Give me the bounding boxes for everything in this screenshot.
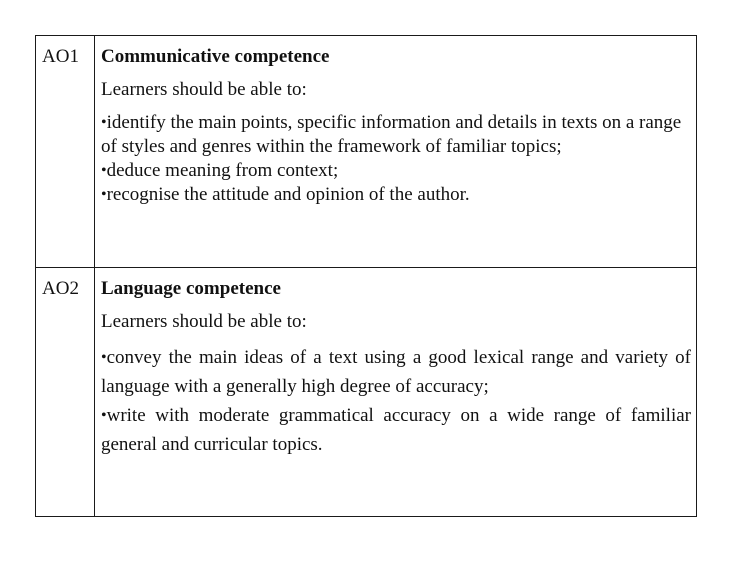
list-item bbox=[101, 159, 691, 183]
bullet-text: convey the main ideas of a text using a good lexical range and variety of language with a generally high degree of accuracy; bbox=[101, 347, 691, 397]
objective-code-cell bbox=[36, 268, 95, 517]
bullet-icon: • bbox=[101, 186, 107, 203]
objective-title: Language competence bbox=[101, 278, 281, 299]
bullet-icon: • bbox=[101, 114, 107, 131]
objective-intro: Learners should be able to: bbox=[101, 311, 307, 332]
bullet-text: identify the main points, specific information and details in texts on a range of styles and genres within the framework of familiar topics; bbox=[101, 112, 682, 157]
table-row bbox=[36, 36, 697, 268]
objective-bullet-list bbox=[101, 111, 691, 207]
objective-content-cell bbox=[95, 36, 697, 268]
table-row bbox=[36, 268, 697, 517]
list-item bbox=[101, 183, 691, 207]
objective-code-cell bbox=[36, 36, 95, 268]
bullet-icon: • bbox=[101, 349, 107, 366]
bullet-text: deduce meaning from context; bbox=[106, 160, 339, 181]
objective-title: Communicative competence bbox=[101, 46, 330, 67]
bullet-icon: • bbox=[101, 407, 107, 424]
list-item bbox=[101, 401, 691, 459]
bullet-text: write with moderate grammatical accuracy on a wide range of familiar general and curricular topics. bbox=[101, 405, 691, 455]
bullet-icon: • bbox=[101, 162, 107, 179]
objective-code: AO1 bbox=[42, 46, 79, 67]
assessment-objectives-table bbox=[35, 35, 697, 517]
list-item bbox=[101, 343, 691, 401]
objective-content-cell bbox=[95, 268, 697, 517]
objective-intro: Learners should be able to: bbox=[101, 79, 307, 100]
list-item bbox=[101, 111, 691, 159]
objective-bullet-list bbox=[101, 343, 691, 459]
bullet-text: recognise the attitude and opinion of the author. bbox=[106, 184, 470, 205]
objective-code: AO2 bbox=[42, 278, 79, 299]
